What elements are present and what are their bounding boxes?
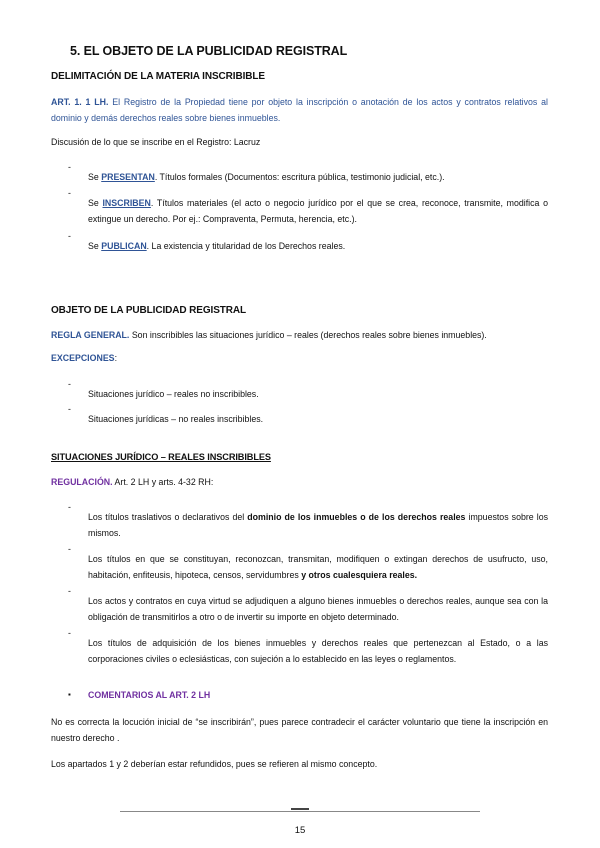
list-item-prefix: Se	[88, 171, 102, 182]
list-dash: -	[68, 404, 71, 414]
art-1-text: El Registro de la Propiedad tiene por objeto la inscripción o anotación de los actos y contratos relativos al dominio y demás derechos reales sobre bienes inmuebles.	[51, 97, 549, 123]
bullet-icon: ▪	[68, 690, 71, 699]
list-dash: -	[68, 502, 71, 512]
list-dash: -	[68, 544, 71, 554]
item-text: Los títulos traslativos o declarativos del	[88, 511, 248, 522]
page-number-mark	[291, 808, 309, 810]
excepciones-paragraph	[51, 350, 548, 366]
item-bold-text: y otros cualesquiera reales.	[301, 569, 418, 580]
list-item-text: . Títulos materiales (el acto o negocio jurídico por el que se crea, reconoce, transmite, modifica o extingue un derecho. Por ej.: Compraventa, Permuta, herencia, etc.).	[88, 197, 548, 224]
keyword-inscriben: INSCRIBEN	[102, 197, 151, 208]
regulacion-item	[88, 509, 548, 541]
list-dash: -	[68, 162, 71, 172]
situaciones-heading: SITUACIONES JURÍDICO – REALES INSCRIBIBLES	[51, 452, 271, 462]
list-item-inscriben	[88, 195, 548, 227]
list-item-prefix: Se	[88, 240, 102, 251]
footer-rule	[120, 811, 480, 812]
item-text: Los actos y contratos en cuya virtud se adjudiquen a alguno bienes inmuebles o derechos reales, aunque sea con la obligación de transmitirlos a otro o de invertir su importe en objeto determinado.	[88, 595, 548, 622]
list-dash: -	[68, 379, 71, 389]
list-item-text: . Títulos formales (Documentos: escritura pública, testimonio judicial, etc.).	[154, 171, 445, 182]
regulacion-label: REGULACIÓN.	[51, 477, 113, 487]
list-item-publican	[88, 238, 548, 254]
section-title: 5. EL OBJETO DE LA PUBLICIDAD REGISTRAL	[70, 44, 348, 58]
comentarios-paragraph-2: Los apartados 1 y 2 deberían estar refundidos, pues se refieren al mismo concepto.	[51, 759, 378, 769]
item-text: impuestos sobre los mismos.	[88, 511, 548, 538]
comentarios-paragraph-1: No es correcta la locución inicial de “se inscribirán”, pues parece contradecir el carácter voluntario que tiene la inscripción en nuestro derecho .	[51, 717, 548, 743]
delimitacion-heading: DELIMITACIÓN DE LA MATERIA INSCRIBIBLE	[51, 71, 265, 82]
objeto-heading: OBJETO DE LA PUBLICIDAD REGISTRAL	[51, 305, 247, 316]
excepcion-item: Situaciones jurídicas – no reales inscribibles.	[88, 413, 264, 424]
regla-general-text: Son inscribibles las situaciones jurídico – reales (derechos reales sobre bienes inmuebles).	[129, 330, 487, 340]
page-number: 15	[294, 824, 306, 836]
item-text: Los títulos en que se constituyan, reconozcan, transmitan, modifiquen o extingan derechos de usufructo, uso, habitación, enfiteusis, hipoteca, censos, servidumbres	[88, 553, 548, 580]
item-text: Los títulos de adquisición de los bienes inmuebles y derechos reales que pertenezcan al Estado, o a las corporaciones civiles o eclesiásticas, con sujeción a lo establecido en las leyes o reglamentos.	[88, 637, 548, 664]
art-1-label: ART. 1. 1 LH.	[51, 97, 109, 107]
list-dash: -	[68, 231, 71, 241]
list-dash: -	[68, 628, 71, 638]
list-dash: -	[68, 586, 71, 596]
list-dash: -	[68, 188, 71, 198]
list-item-text: . La existencia y titularidad de los Derechos reales.	[146, 240, 346, 251]
excepcion-item: Situaciones jurídico – reales no inscribibles.	[88, 388, 259, 399]
regulacion-item	[88, 551, 548, 583]
excepciones-label: EXCEPCIONES	[51, 353, 115, 363]
excepciones-colon: :	[114, 353, 118, 363]
item-bold-text: dominio de los inmuebles o de los derechos reales	[247, 511, 466, 522]
keyword-publican: PUBLICAN	[101, 240, 147, 251]
regla-general-label: REGLA GENERAL.	[51, 330, 130, 340]
keyword-presentan: PRESENTAN	[101, 171, 155, 182]
regulacion-paragraph	[51, 474, 548, 490]
regulacion-item	[88, 593, 548, 625]
regla-general-paragraph	[51, 327, 548, 343]
regulacion-text: Art. 2 LH y arts. 4-32 RH:	[112, 477, 214, 487]
list-item-prefix: Se	[88, 197, 103, 208]
regulacion-item	[88, 635, 548, 667]
discusion-text: Discusión de lo que se inscribe en el Registro: Lacruz	[51, 137, 261, 147]
comentarios-heading: COMENTARIOS AL ART. 2 LH	[88, 690, 211, 700]
list-item-presentan	[88, 169, 548, 185]
art-1-paragraph	[51, 94, 548, 126]
